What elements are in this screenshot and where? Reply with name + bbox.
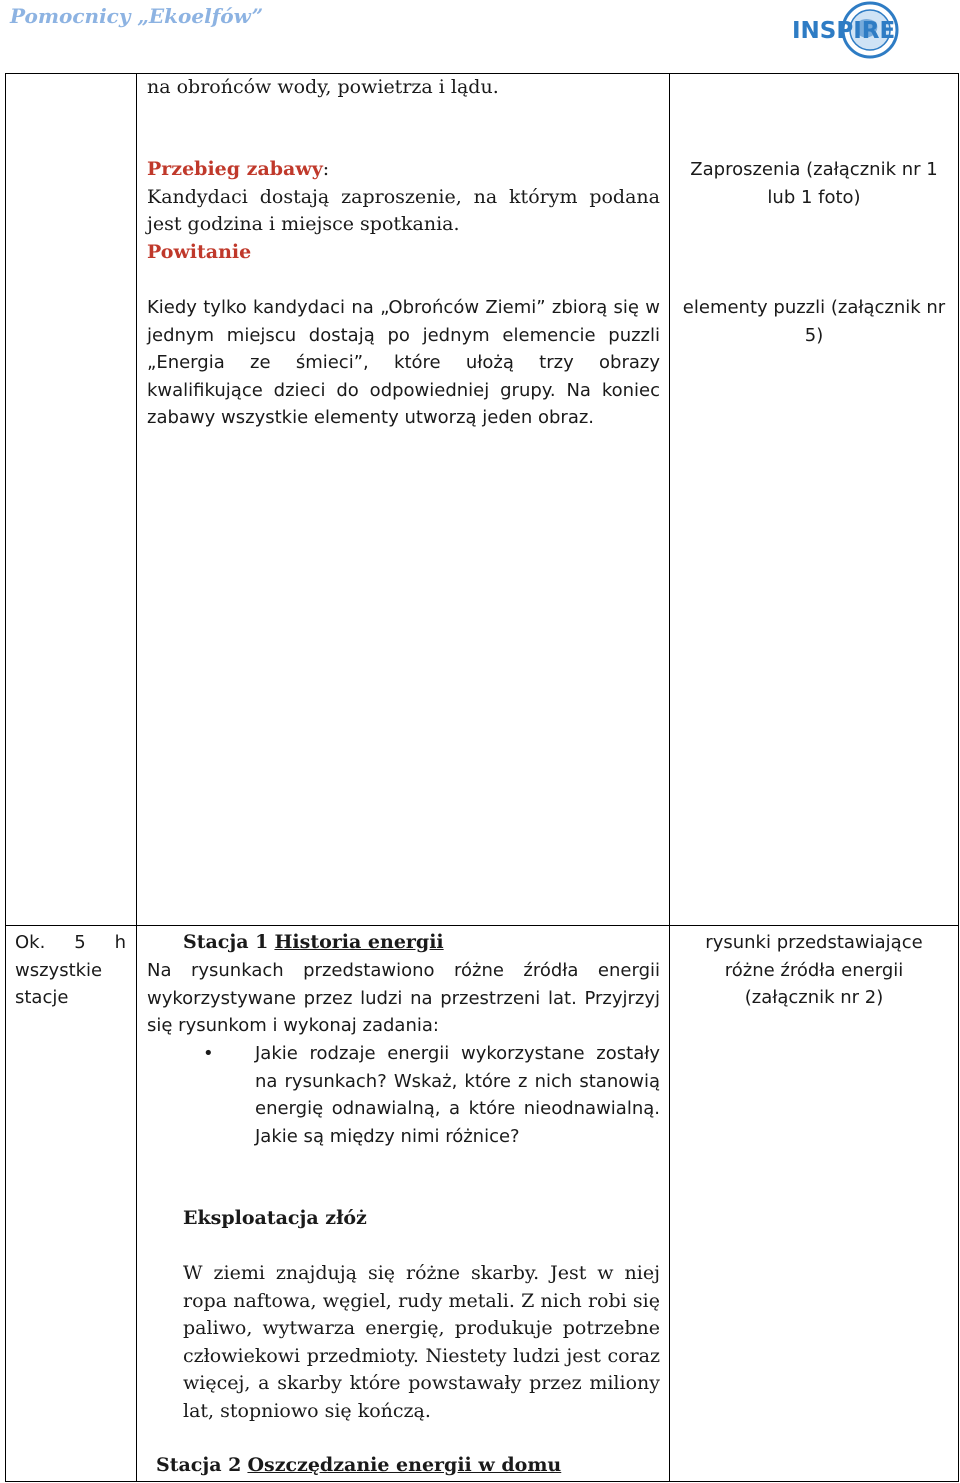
przebieg-zabawy-colon: : (322, 158, 330, 180)
table-bottom-border (5, 1481, 959, 1482)
row1-intro: na obrońców wody, powietrza i lądu. (147, 76, 499, 98)
stacja2-heading (156, 1452, 660, 1480)
powitanie-text: Kiedy tylko kandydaci na „Obrońców Ziemi” zbiorą się w jednym miejscu dostają po jednym elemencie puzzli „Energia ze śmieci”, które ułożą trzy obrazy kwalifikujące dzieci do odpowiedniej grupy. Na koniec zabawy wszystkie elementy utworzą jeden obraz. (147, 297, 660, 428)
materials-invitations: Zaproszenia (załącznik nr 1 lub 1 foto) (690, 159, 938, 208)
stacja1-heading (183, 929, 660, 957)
stacja1-bullet-text: Jakie rodzaje energii wykorzystane zostały na rysunkach? Wskaż, które z nich stanowią energię odnawialną, a które nieodnawialną. Jakie są między nimi różnice? (255, 1043, 660, 1147)
powitanie-title: Powitanie (147, 241, 252, 263)
przebieg-zabawy-section (147, 156, 660, 239)
time-estimate: Ok. 5 h wszystkie stacje (15, 932, 126, 1008)
eksploatacja-text: W ziemi znajdują się różne skarby. Jest w niej ropa naftowa, węgiel, rudy metali. Z nich robi się paliwo, wytwarza energię, produkuje potrzebne człowiekowi przedmioty. Niestety ludzi jest coraz więcej, a skarby które powstawały przez miliony lat, stopniowo się kończą. (183, 1262, 660, 1422)
przebieg-zabawy-text: Kandydaci dostają zaproszenie, na którym podana jest godzina i miejsce spotkania. (147, 185, 660, 235)
svg-text:INSPIRE: INSPIRE (792, 18, 896, 44)
materials-drawings: rysunki przedstawiające różne źródła energii (załącznik nr 2) (705, 932, 923, 1008)
stacja2-title: Oszczędzanie energii w domu (247, 1454, 562, 1476)
stacja1-title: Historia energii (274, 931, 444, 953)
stacja1-bullet-item (147, 1040, 660, 1150)
document-header-title: Pomocnicy „Ekoelfów” (10, 4, 264, 28)
eksploatacja-title: Eksploatacja złóż (183, 1207, 367, 1229)
stacja1-bullet-list (147, 1040, 660, 1150)
stacja1-label: Stacja 1 (183, 931, 269, 953)
materials-puzzle: elementy puzzli (załącznik nr 5) (682, 297, 946, 346)
table-col-divider-2 (669, 73, 670, 1482)
table-right-border (958, 73, 959, 1482)
table-col-divider-1 (136, 73, 137, 1482)
table-left-border (5, 73, 6, 1482)
inspire-logo (788, 0, 903, 62)
table-row-divider (5, 925, 959, 926)
przebieg-zabawy-label: Przebieg zabawy (147, 158, 323, 180)
stacja2-label: Stacja 2 (156, 1454, 242, 1476)
stacja1-text: Na rysunkach przedstawiono różne źródła energii wykorzystywane przez ludzi na przestrzeni lat. Przyjrzyj się rysunkom i wykonaj zadania: (147, 960, 660, 1036)
bullet-icon: • (203, 1043, 214, 1064)
